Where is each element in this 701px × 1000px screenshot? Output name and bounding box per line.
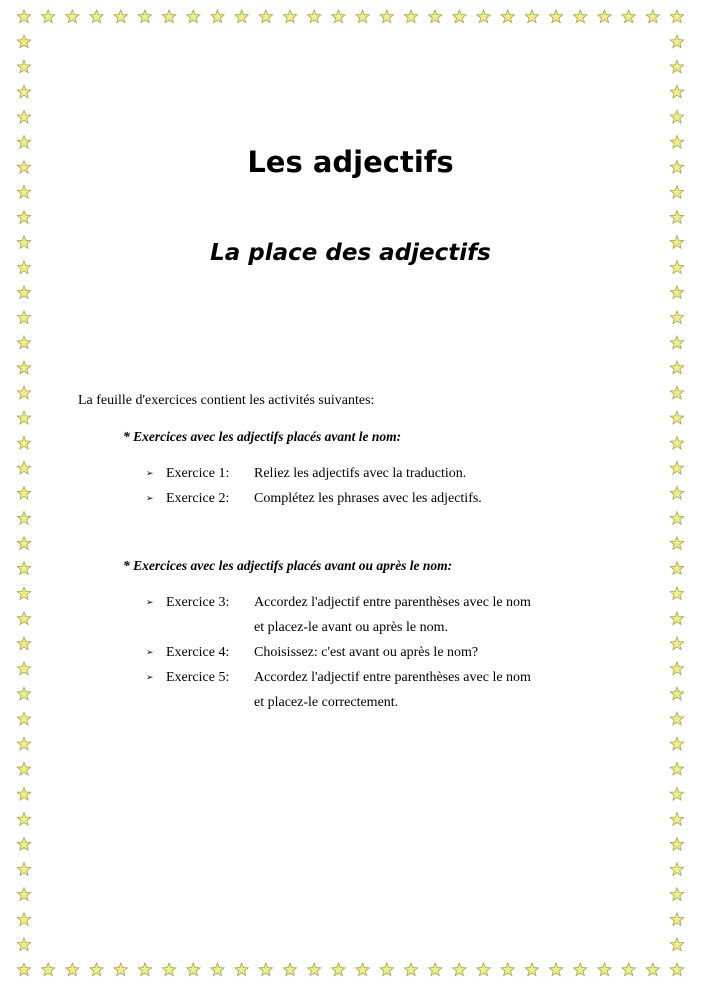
star-icon: [598, 963, 611, 976]
star-icon: [17, 963, 30, 976]
star-icon: [187, 963, 200, 976]
star-icon: [670, 888, 683, 901]
star-icon: [622, 963, 635, 976]
star-icon: [17, 662, 30, 675]
star-icon: [17, 436, 30, 449]
star-icon: [670, 411, 683, 424]
exercise-text: [254, 665, 574, 715]
exercise-item-5: [146, 665, 574, 715]
star-icon: [17, 537, 30, 550]
star-icon: [670, 487, 683, 500]
star-icon: [453, 10, 466, 23]
star-icon: [670, 838, 683, 851]
star-icon: [17, 211, 30, 224]
star-icon: [114, 10, 127, 23]
star-icon: [380, 963, 393, 976]
star-icon: [162, 963, 175, 976]
star-icon: [17, 687, 30, 700]
star-icon: [283, 963, 296, 976]
star-icon: [17, 712, 30, 725]
star-icon: [356, 10, 369, 23]
exercise-label: Exercice 1:: [166, 466, 230, 481]
star-icon: [670, 35, 683, 48]
star-icon: [17, 562, 30, 575]
star-icon: [549, 10, 562, 23]
exercise-text: [254, 640, 574, 665]
exercise-text: [254, 486, 574, 511]
star-icon: [670, 587, 683, 600]
exercise-label: Exercice 2:: [166, 491, 230, 506]
star-icon: [17, 913, 30, 926]
exercise-text-line: et placez-le correctement.: [254, 695, 399, 710]
page-title: Les adjectifs: [247, 145, 454, 179]
star-icon: [17, 10, 30, 23]
exercise-label: Exercice 5:: [166, 670, 230, 685]
exercise-text: [254, 590, 574, 640]
star-icon: [670, 461, 683, 474]
star-icon: [670, 562, 683, 575]
star-icon: [670, 787, 683, 800]
star-icon: [42, 10, 55, 23]
star-icon: [90, 10, 103, 23]
star-icon: [670, 436, 683, 449]
section-heading-before-or-after-noun: * Exercices avec les adjectifs placés avant ou après le nom:: [123, 558, 453, 573]
star-icon: [259, 10, 272, 23]
star-icon: [235, 963, 248, 976]
star-icon: [670, 963, 683, 976]
star-icon: [162, 10, 175, 23]
star-icon: [17, 863, 30, 876]
star-icon: [114, 963, 127, 976]
star-icon: [356, 963, 369, 976]
star-icon: [646, 10, 659, 23]
star-icon: [17, 60, 30, 73]
exercise-text-line: Choisissez: c'est avant ou après le nom?: [254, 645, 479, 660]
star-icon: [670, 938, 683, 951]
exercise-text-line: Reliez les adjectifs avec la traduction.: [254, 466, 467, 481]
star-icon: [670, 537, 683, 550]
star-icon: [670, 687, 683, 700]
star-icon: [17, 186, 30, 199]
star-icon: [17, 762, 30, 775]
star-icon: [670, 361, 683, 374]
star-icon: [42, 963, 55, 976]
star-icon: [17, 85, 30, 98]
exercise-item-2: [146, 486, 574, 511]
star-icon: [477, 10, 490, 23]
star-icon: [670, 863, 683, 876]
star-icon: [670, 737, 683, 750]
star-icon: [17, 612, 30, 625]
star-icon: [308, 10, 321, 23]
star-icon: [17, 938, 30, 951]
star-icon: [259, 963, 272, 976]
exercise-text-line: et placez-le avant ou après le nom.: [254, 620, 448, 635]
star-icon: [670, 110, 683, 123]
star-icon: [17, 512, 30, 525]
star-icon: [17, 737, 30, 750]
star-icon: [138, 10, 151, 23]
star-icon: [211, 963, 224, 976]
star-icon: [17, 587, 30, 600]
exercise-item-1: [146, 461, 574, 486]
star-icon: [428, 963, 441, 976]
star-icon: [670, 311, 683, 324]
star-icon: [17, 411, 30, 424]
star-icon: [670, 286, 683, 299]
arrow-bullet-icon: ➢: [146, 672, 154, 682]
star-icon: [670, 85, 683, 98]
star-icon: [17, 888, 30, 901]
star-icon: [549, 963, 562, 976]
star-icon: [17, 35, 30, 48]
star-icon: [17, 838, 30, 851]
exercise-text-line: Complétez les phrases avec les adjectifs.: [254, 491, 482, 506]
star-icon: [670, 60, 683, 73]
star-icon: [453, 963, 466, 976]
star-icon: [670, 336, 683, 349]
star-icon: [525, 963, 538, 976]
star-icon: [622, 10, 635, 23]
star-icon: [670, 612, 683, 625]
star-icon: [670, 813, 683, 826]
star-icon: [66, 10, 79, 23]
arrow-bullet-icon: ➢: [146, 468, 154, 478]
star-icon: [17, 311, 30, 324]
section-heading-before-noun: * Exercices avec les adjectifs placés avant le nom:: [123, 429, 402, 444]
star-icon: [670, 637, 683, 650]
star-icon: [17, 110, 30, 123]
star-icon: [574, 963, 587, 976]
star-icon: [670, 662, 683, 675]
star-icon: [17, 386, 30, 399]
star-icon: [66, 963, 79, 976]
star-icon: [598, 10, 611, 23]
star-icon: [17, 461, 30, 474]
star-icon: [501, 10, 514, 23]
star-icon: [670, 386, 683, 399]
star-icon: [17, 813, 30, 826]
star-icon: [138, 963, 151, 976]
star-icon: [525, 10, 538, 23]
star-icon: [235, 10, 248, 23]
exercise-label: Exercice 4:: [166, 645, 230, 660]
exercise-item-3: [146, 590, 574, 640]
intro-text: La feuille d'exercices contient les activités suivantes:: [78, 393, 375, 408]
page-subtitle: La place des adjectifs: [210, 240, 491, 266]
star-icon: [670, 10, 683, 23]
star-icon: [332, 10, 345, 23]
star-icon: [670, 186, 683, 199]
star-icon: [670, 913, 683, 926]
star-icon: [17, 487, 30, 500]
star-icon: [17, 286, 30, 299]
star-icon: [670, 712, 683, 725]
exercise-text-line: Accordez l'adjectif entre parenthèses avec le nom: [254, 595, 531, 610]
star-icon: [211, 10, 224, 23]
star-icon: [90, 963, 103, 976]
star-icon: [17, 336, 30, 349]
arrow-bullet-icon: ➢: [146, 647, 154, 657]
exercise-text-line: Accordez l'adjectif entre parenthèses avec le nom: [254, 670, 531, 685]
star-icon: [670, 211, 683, 224]
exercise-label: Exercice 3:: [166, 595, 230, 610]
star-icon: [283, 10, 296, 23]
star-icon: [428, 10, 441, 23]
star-icon: [404, 963, 417, 976]
star-icon: [670, 512, 683, 525]
star-icon: [332, 963, 345, 976]
star-icon: [187, 10, 200, 23]
star-icon: [574, 10, 587, 23]
star-icon: [404, 10, 417, 23]
star-icon: [308, 963, 321, 976]
star-icon: [501, 963, 514, 976]
star-icon: [17, 637, 30, 650]
exercise-item-4: [146, 640, 574, 665]
exercise-text: [254, 461, 574, 486]
arrow-bullet-icon: ➢: [146, 493, 154, 503]
star-icon: [646, 963, 659, 976]
star-icon: [17, 361, 30, 374]
star-icon: [17, 787, 30, 800]
star-icon: [670, 762, 683, 775]
star-icon: [380, 10, 393, 23]
arrow-bullet-icon: ➢: [146, 597, 154, 607]
star-icon: [477, 963, 490, 976]
